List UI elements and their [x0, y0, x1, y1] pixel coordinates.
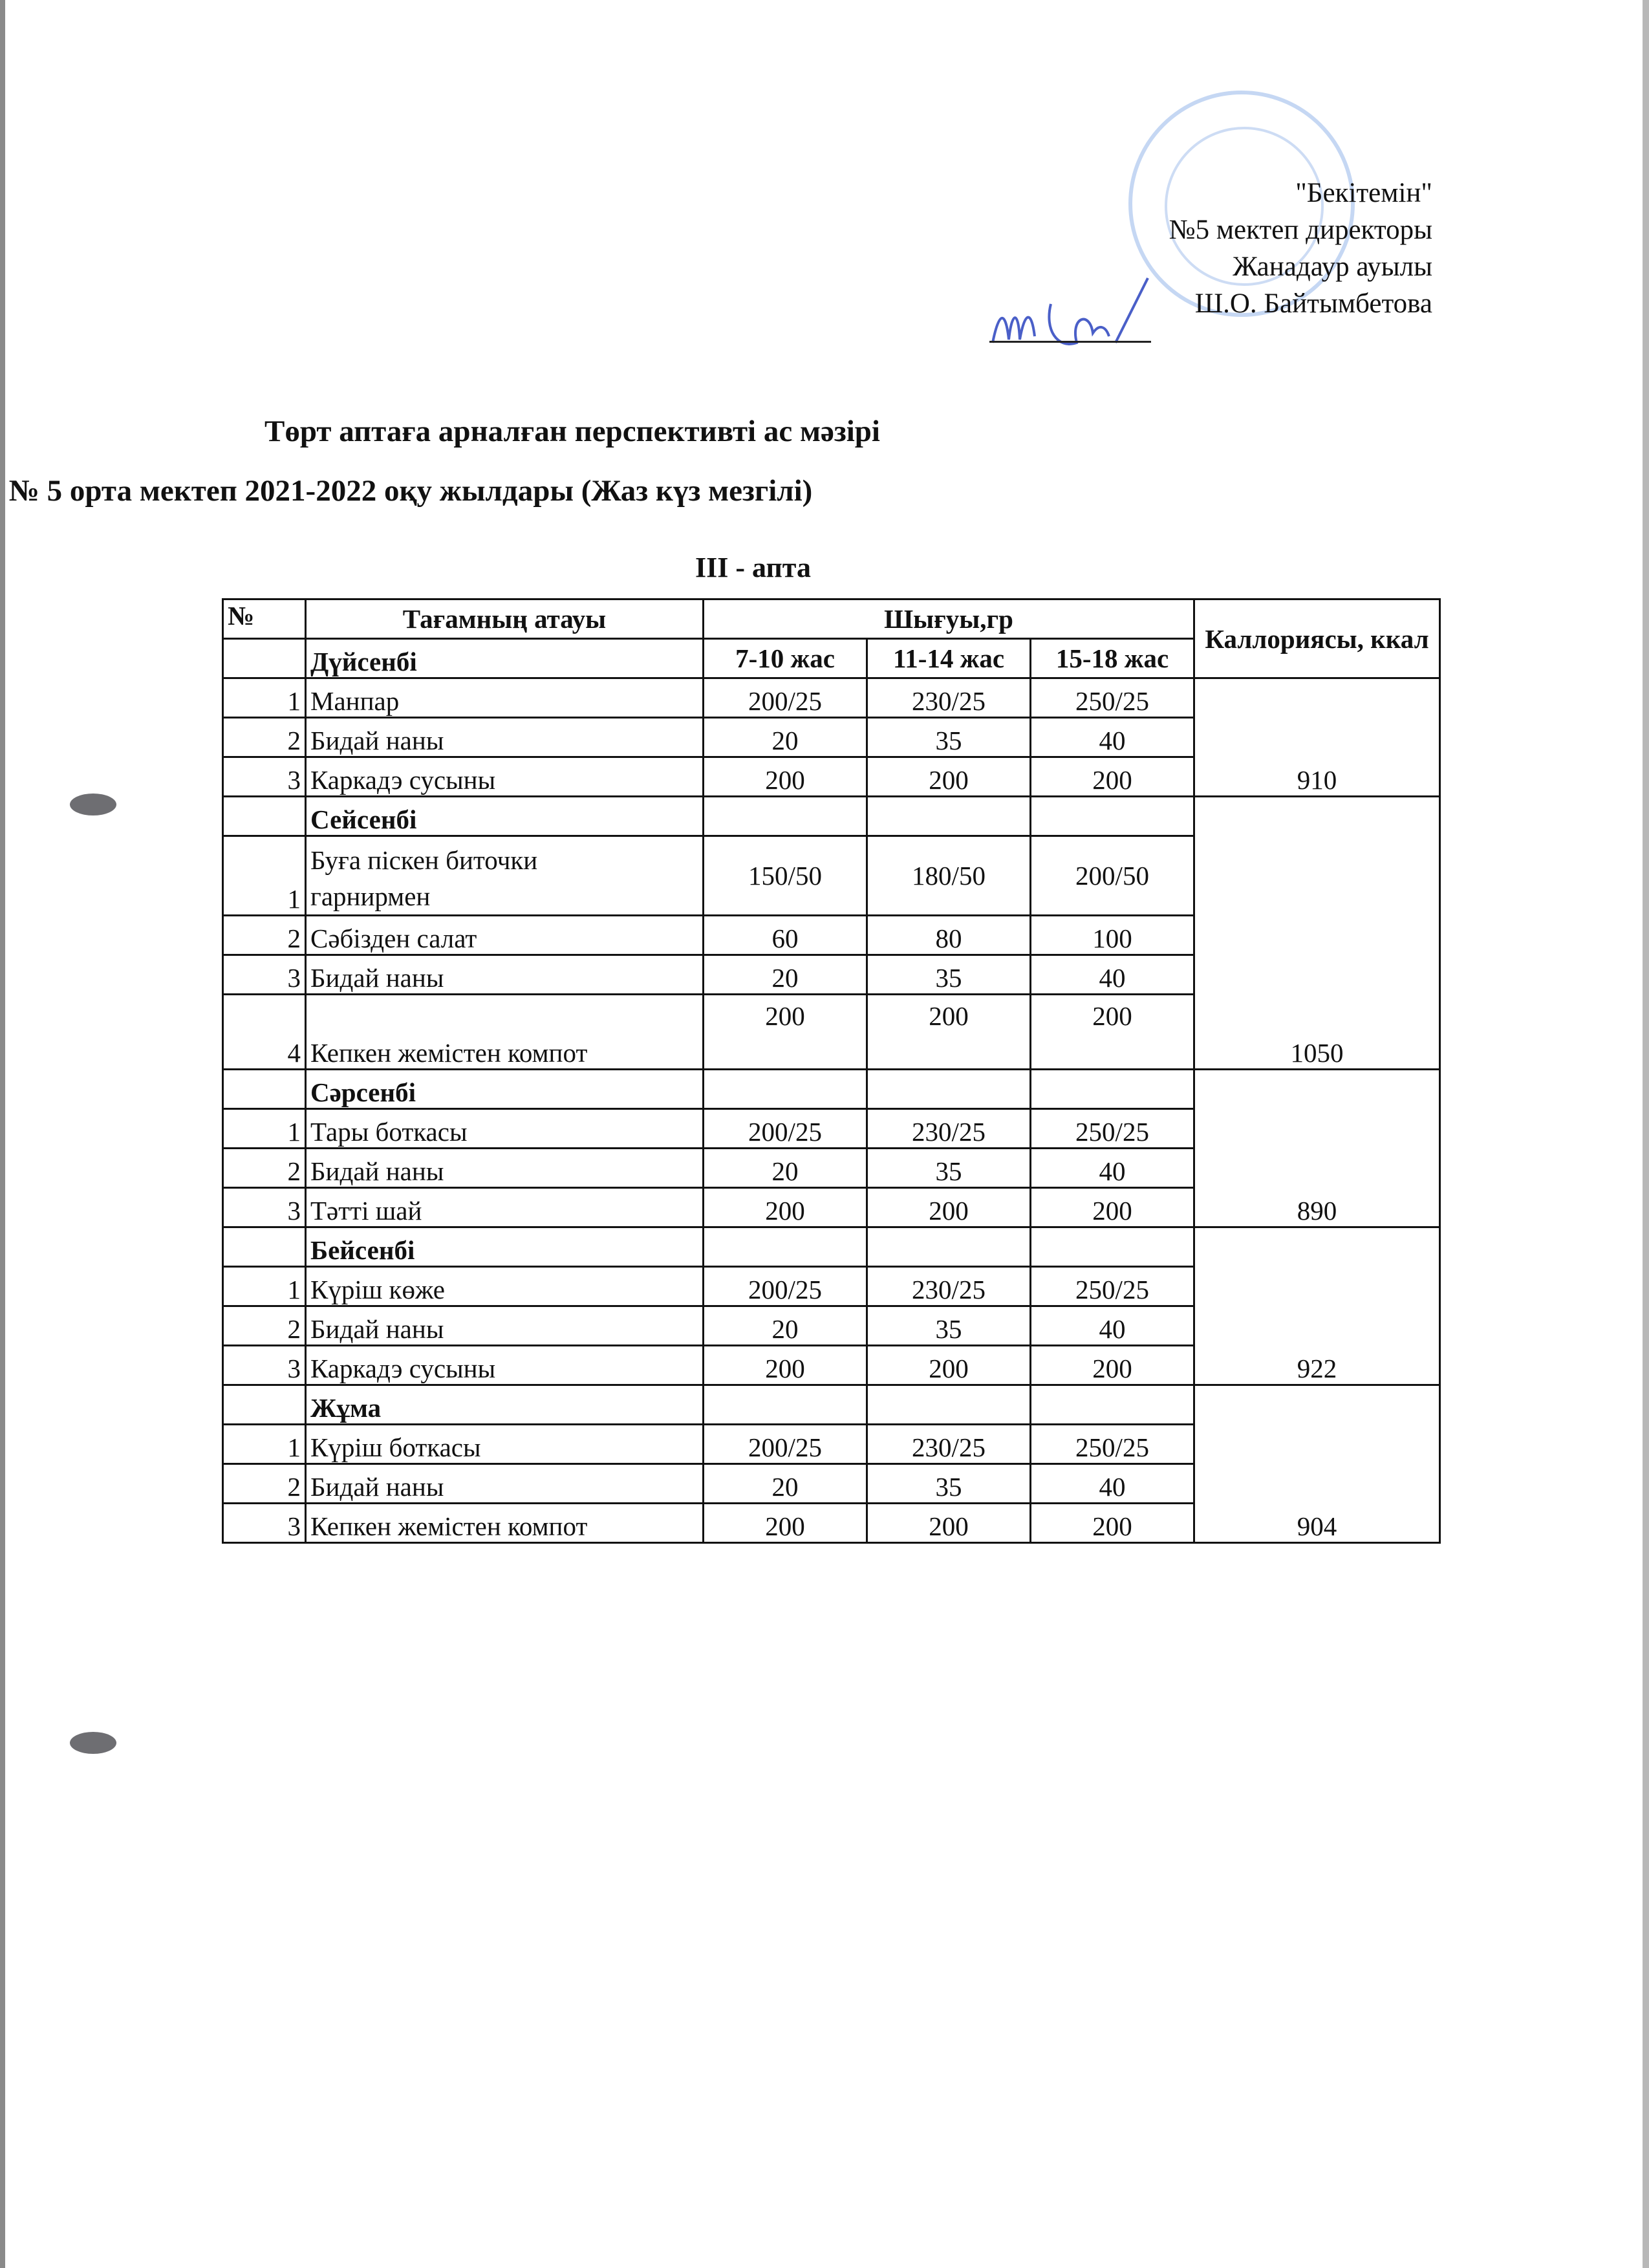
portion-7-10: 20	[704, 955, 867, 995]
header-age-7-10: 7-10 жас	[704, 639, 867, 678]
day-name: Сәрсенбі	[306, 1070, 704, 1109]
week-label: III - апта	[695, 552, 811, 583]
item-name-line2: гарнирмен	[310, 881, 431, 911]
portion-15-18: 100	[1031, 916, 1194, 955]
item-name: Бидай наны	[306, 955, 704, 995]
empty-cell	[704, 797, 867, 836]
portion-7-10: 200	[704, 757, 867, 797]
empty-cell	[867, 797, 1031, 836]
day-name: Сейсенбі	[306, 797, 704, 836]
item-number: 4	[223, 995, 306, 1070]
item-name: Манпар	[306, 678, 704, 718]
day-num-cell	[223, 797, 306, 836]
item-number: 3	[223, 757, 306, 797]
item-name	[306, 836, 704, 916]
portion-11-14: 230/25	[867, 1267, 1031, 1306]
menu-table	[222, 598, 1441, 1544]
portion-15-18: 200	[1031, 757, 1194, 797]
approval-heading: "Бекітемін"	[1295, 178, 1432, 208]
portion-11-14: 80	[867, 916, 1031, 955]
portion-7-10: 200	[704, 1188, 867, 1227]
item-name: Бидай наны	[306, 1149, 704, 1188]
empty-cell	[1031, 797, 1194, 836]
day-calories: 922	[1194, 1227, 1440, 1385]
portion-15-18: 200	[1031, 1504, 1194, 1543]
item-name: Кепкен жемістен компот	[306, 995, 704, 1070]
item-name: Бидай наны	[306, 1464, 704, 1504]
portion-15-18: 250/25	[1031, 678, 1194, 718]
portion-11-14: 230/25	[867, 1109, 1031, 1149]
portion-15-18: 250/25	[1031, 1425, 1194, 1464]
item-number: 3	[223, 1188, 306, 1227]
item-number: 2	[223, 718, 306, 757]
day-num-cell	[223, 1070, 306, 1109]
empty-cell	[867, 1227, 1031, 1267]
day-row	[223, 1227, 1440, 1267]
item-name: Бидай наны	[306, 1306, 704, 1346]
portion-7-10: 200/25	[704, 1425, 867, 1464]
item-number: 1	[223, 1109, 306, 1149]
punch-hole	[70, 1732, 116, 1754]
document-title: Төрт аптаға арналған перспективті ас мәзірі	[264, 415, 880, 448]
header-row	[223, 599, 1440, 639]
item-name: Тәтті шай	[306, 1188, 704, 1227]
item-name: Сәбізден салат	[306, 916, 704, 955]
signature-line	[989, 341, 1151, 343]
portion-11-14: 35	[867, 955, 1031, 995]
portion-15-18: 40	[1031, 718, 1194, 757]
portion-7-10: 200/25	[704, 1109, 867, 1149]
header-age-11-14: 11-14 жас	[867, 639, 1031, 678]
portion-15-18: 200	[1031, 1188, 1194, 1227]
empty-cell	[704, 1385, 867, 1425]
header-age-15-18: 15-18 жас	[1031, 639, 1194, 678]
item-name-line1: Буға піскен биточки	[310, 845, 538, 875]
item-number: 2	[223, 916, 306, 955]
menu-item-row	[223, 678, 1440, 718]
item-number: 3	[223, 1504, 306, 1543]
portion-7-10: 200	[704, 1346, 867, 1385]
item-number: 2	[223, 1306, 306, 1346]
day-row	[223, 1385, 1440, 1425]
approval-position: №5 мектеп директоры	[1169, 215, 1432, 245]
portion-15-18: 250/25	[1031, 1267, 1194, 1306]
day-calories: 890	[1194, 1070, 1440, 1227]
portion-11-14: 200	[867, 1188, 1031, 1227]
day-name: Жұма	[306, 1385, 704, 1425]
item-name: Күріш көже	[306, 1267, 704, 1306]
item-name: Бидай наны	[306, 718, 704, 757]
portion-15-18: 40	[1031, 1464, 1194, 1504]
item-name: Тары боткасы	[306, 1109, 704, 1149]
portion-7-10: 20	[704, 1464, 867, 1504]
portion-11-14: 200	[867, 757, 1031, 797]
day-name: Бейсенбі	[306, 1227, 704, 1267]
portion-11-14: 35	[867, 1306, 1031, 1346]
portion-15-18: 40	[1031, 955, 1194, 995]
approval-name: Ш.О. Байтымбетова	[1194, 288, 1432, 319]
portion-7-10: 20	[704, 1149, 867, 1188]
portion-15-18: 200	[1031, 995, 1194, 1070]
portion-7-10: 200	[704, 995, 867, 1070]
item-number: 2	[223, 1464, 306, 1504]
header-output: Шығуы,гр	[704, 599, 1194, 639]
scan-edge-left	[0, 0, 5, 2268]
portion-15-18: 200/50	[1031, 836, 1194, 916]
portion-11-14: 180/50	[867, 836, 1031, 916]
item-number: 1	[223, 1267, 306, 1306]
portion-11-14: 200	[867, 995, 1031, 1070]
empty-cell	[704, 1227, 867, 1267]
empty-cell	[704, 1070, 867, 1109]
day-num-cell	[223, 1385, 306, 1425]
signature	[980, 272, 1187, 362]
portion-7-10: 150/50	[704, 836, 867, 916]
day-calories: 904	[1194, 1385, 1440, 1543]
day-calories: 910	[1194, 678, 1440, 797]
day-row	[223, 1070, 1440, 1109]
item-number: 3	[223, 1346, 306, 1385]
day-row	[223, 797, 1440, 836]
portion-7-10: 60	[704, 916, 867, 955]
portion-11-14: 35	[867, 1149, 1031, 1188]
document-subtitle: № 5 орта мектеп 2021-2022 оқу жылдары (Жаз күз мезгілі)	[8, 474, 813, 508]
portion-11-14: 230/25	[867, 1425, 1031, 1464]
punch-hole	[70, 794, 116, 815]
empty-cell	[1031, 1070, 1194, 1109]
empty-cell	[867, 1385, 1031, 1425]
item-number: 2	[223, 1149, 306, 1188]
item-name: Кепкен жемістен компот	[306, 1504, 704, 1543]
header-calories: Каллориясы, ккал	[1194, 599, 1440, 678]
header-num: №	[223, 599, 306, 639]
portion-7-10: 200/25	[704, 678, 867, 718]
portion-11-14: 230/25	[867, 678, 1031, 718]
empty-cell	[1031, 1385, 1194, 1425]
item-name: Каркадэ сусыны	[306, 757, 704, 797]
item-number: 1	[223, 1425, 306, 1464]
portion-7-10: 20	[704, 718, 867, 757]
approval-location: Жанадаур ауылы	[1233, 252, 1432, 282]
portion-7-10: 200	[704, 1504, 867, 1543]
portion-7-10: 200/25	[704, 1267, 867, 1306]
scan-edge-right	[1643, 0, 1649, 2268]
portion-7-10: 20	[704, 1306, 867, 1346]
portion-15-18: 40	[1031, 1149, 1194, 1188]
portion-11-14: 35	[867, 1464, 1031, 1504]
day-num-cell	[223, 1227, 306, 1267]
portion-15-18: 200	[1031, 1346, 1194, 1385]
empty-cell	[1031, 1227, 1194, 1267]
day-num-cell	[223, 639, 306, 678]
item-name: Күріш боткасы	[306, 1425, 704, 1464]
day-name: Дүйсенбі	[306, 639, 704, 678]
item-number: 1	[223, 836, 306, 916]
item-number: 3	[223, 955, 306, 995]
empty-cell	[867, 1070, 1031, 1109]
item-name: Каркадэ сусыны	[306, 1346, 704, 1385]
portion-11-14: 35	[867, 718, 1031, 757]
portion-15-18: 40	[1031, 1306, 1194, 1346]
portion-11-14: 200	[867, 1346, 1031, 1385]
portion-15-18: 250/25	[1031, 1109, 1194, 1149]
portion-11-14: 200	[867, 1504, 1031, 1543]
day-calories: 1050	[1194, 797, 1440, 1070]
approval-block	[1169, 175, 1432, 322]
item-number: 1	[223, 678, 306, 718]
header-name: Тағамның атауы	[306, 599, 704, 639]
